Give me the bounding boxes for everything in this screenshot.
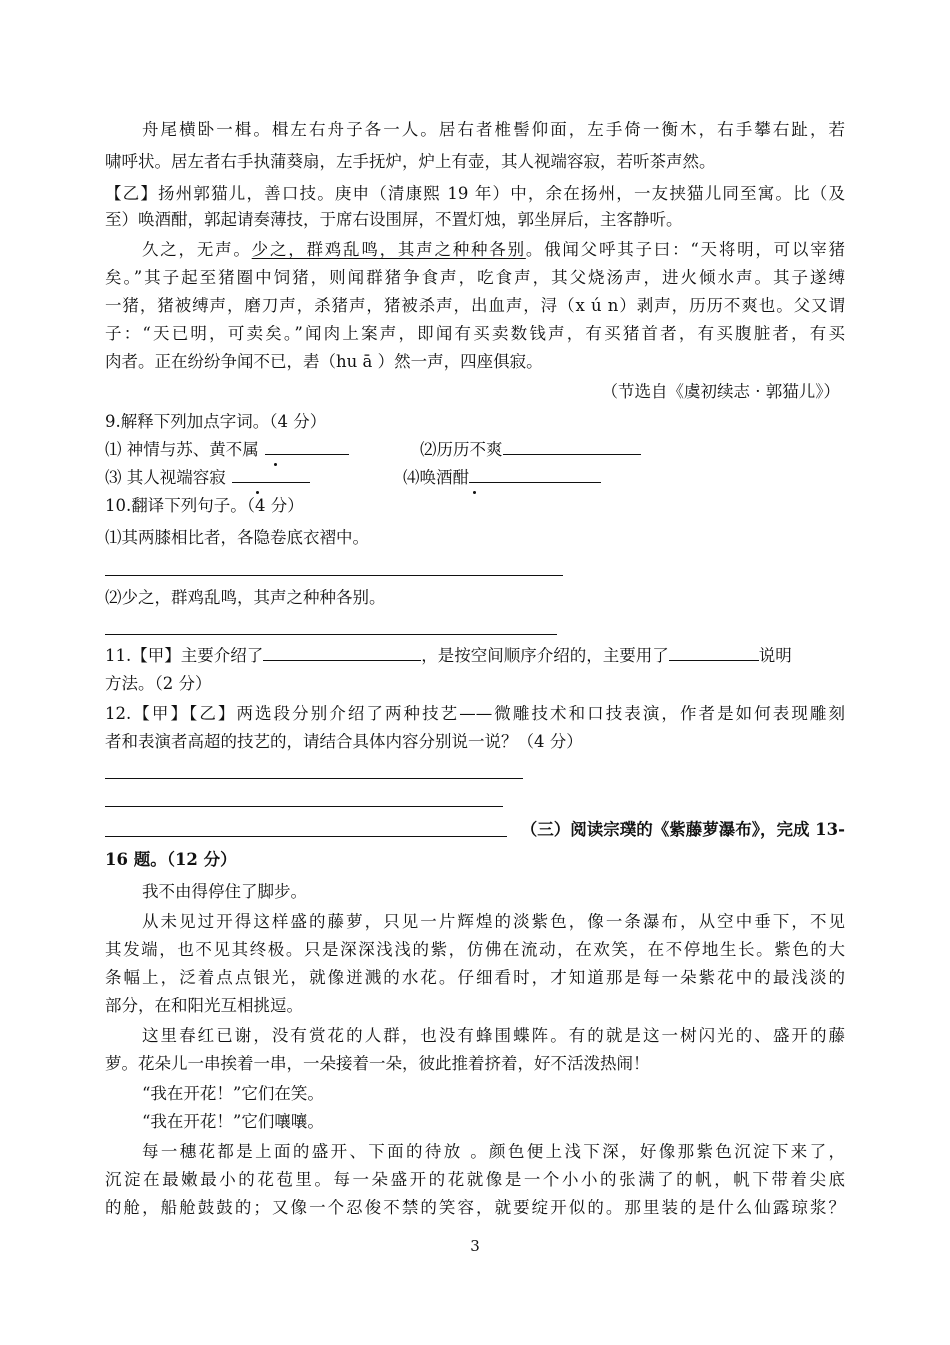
passage-line: 这里春红已谢，没有赏花的人群，也没有蜂围蝶阵。有的就是这一树闪光的、盛开的藤 xyxy=(142,1026,845,1045)
passage-line: 部分，在和阳光互相挑逗。 xyxy=(105,996,303,1015)
passage-line: 条幅上，泛着点点银光，就像迸溅的水花。仔细看时，才知道那是每一朵紫花中的最浅淡的 xyxy=(105,968,845,987)
passage-jia-line: 舟尾横卧一楫。楫左右舟子各一人。居右者椎髻仰面，左手倚一衡木，右手攀右趾，若 xyxy=(142,120,845,139)
passage-line: 其发端，也不见其终极。只是深深浅浅的紫，仿佛在流动，在欢笑，在不停地生长。紫色的大 xyxy=(105,940,845,959)
answer-blank[interactable] xyxy=(265,438,349,455)
passage-paragraph: “我在开花！”它们嚷嚷。 xyxy=(142,1112,324,1131)
passage-yi-line: 矣。”其子起至猪圈中饲猪，则闻群猪争食声，吃食声，其父烧汤声，进火倾水声。其子遂缚 xyxy=(105,268,845,287)
passage-line: 每一穗花都是上面的盛开、下面的待放 。颜色便上浅下深，好像那紫色沉淀下来了， xyxy=(142,1142,845,1161)
answer-blank[interactable] xyxy=(503,438,641,455)
question-9-4-text: ⑷唤酒酣 xyxy=(403,468,469,487)
answer-line[interactable] xyxy=(105,836,507,837)
passage-yi-line: 至）唤酒酣，郭起请奏薄技，于席右设围屏，不置灯烛，郭坐屏后，主客静听。 xyxy=(105,210,683,229)
question-9-1-text: ⑴ 神情与苏、黄不属 xyxy=(105,440,259,459)
answer-line[interactable] xyxy=(105,806,503,807)
emphasis-dot xyxy=(274,463,277,466)
section-3-heading: （三）阅读宗璞的《紫藤萝瀑布》，完成 13- xyxy=(520,820,845,839)
passage-line: 沉淀在最嫩最小的花苞里。每一朵盛开的花就像是一个小小的张满了的帆，帆下带着尖底 xyxy=(105,1170,845,1189)
answer-blank[interactable] xyxy=(263,644,421,661)
answer-line[interactable] xyxy=(105,778,523,779)
question-9-title: 9.解释下列加点字词。（4 分） xyxy=(105,412,327,431)
source-citation: （节选自《虞初续志 · 郭猫儿》） xyxy=(601,382,840,401)
passage-paragraph: 我不由得停住了脚步。 xyxy=(142,882,307,901)
passage-line: 的舱，船舱鼓鼓的；又像一个忍俊不禁的笑容，就要绽开似的。那里装的是什么仙露琼浆？ xyxy=(105,1198,845,1217)
question-11-part: ，是按空间顺序介绍的，主要用了 xyxy=(421,646,669,665)
question-9-item-1 xyxy=(105,438,375,462)
question-10-2: ⑵少之，群鸡乱鸣，其声之种种各别。 xyxy=(105,588,386,607)
passage-yi-line xyxy=(142,238,845,262)
answer-blank[interactable] xyxy=(232,466,310,483)
question-12-line: 者和表演者高超的技艺的，请结合具体内容分别说一说？（4 分） xyxy=(105,732,583,751)
passage-jia-line: 啸呼状。居左者右手执蒲葵扇，左手抚炉，炉上有壶，其人视端容寂，若听茶声然。 xyxy=(105,152,716,171)
section-3-heading-cont: 16 题。（12 分） xyxy=(105,850,237,869)
passage-line: 从未见过开得这样盛的藤萝，只见一片辉煌的淡紫色，像一条瀑布，从空中垂下，不见 xyxy=(142,912,845,931)
text-segment: 。俄闻父呼其子曰：“天将明，可以宰猪 xyxy=(525,240,846,259)
answer-line[interactable] xyxy=(105,634,557,635)
passage-yi-line: 一猪，猪被缚声，磨刀声，杀猪声，猪被杀声，出血声，浔（x ú n）剥声，历历不爽也。父又谓 xyxy=(105,296,845,315)
question-9-3-text: ⑶ 其人视端容寂 xyxy=(105,468,226,487)
answer-blank[interactable] xyxy=(669,644,759,661)
question-9-item-4 xyxy=(403,466,703,490)
question-11-cont: 方法。（2 分） xyxy=(105,674,212,693)
answer-blank[interactable] xyxy=(469,466,601,483)
question-11-part: 11.【甲】主要介绍了 xyxy=(105,646,264,665)
page-number: 3 xyxy=(470,1237,480,1255)
question-10-title: 10.翻译下列句子。（4 分） xyxy=(105,496,304,515)
question-10-1: ⑴其两膝相比者，各隐卷底衣褶中。 xyxy=(105,528,369,547)
passage-line: 萝。花朵儿一串挨着一串，一朵接着一朵，彼此推着挤着，好不活泼热闹！ xyxy=(105,1054,650,1073)
question-11-part: 说明 xyxy=(758,646,792,665)
passage-yi-line: 【乙】扬州郭猫儿，善口技。庚申（清康熙 19 年）中，余在扬州，一友挟猫儿同至寓。比（及 xyxy=(105,184,845,203)
underlined-sentence: 少之，群鸡乱鸣，其声之种种各别 xyxy=(251,240,526,259)
passage-paragraph: “我在开花！”它们在笑。 xyxy=(142,1084,324,1103)
text-segment: 久之，无声。 xyxy=(142,240,252,259)
passage-yi-line: 子：“天已明，可卖矣。”闻肉上案声，即闻有买卖数钱声，有买猪首者，有买腹脏者，有买 xyxy=(105,324,845,343)
passage-yi-line: 肉者。正在纷纷争闻不已，砉（hu ā ）然一声，四座俱寂。 xyxy=(105,352,543,371)
question-12-line: 12.【甲】【乙】两选段分别介绍了两种技艺——微雕技术和口技表演，作者是如何表现雕刻 xyxy=(105,704,845,723)
question-11 xyxy=(105,644,845,668)
question-9-item-2 xyxy=(420,438,720,462)
question-9-2-text: ⑵历历不爽 xyxy=(420,440,503,459)
question-9-item-3 xyxy=(105,466,375,490)
answer-line[interactable] xyxy=(105,575,563,576)
